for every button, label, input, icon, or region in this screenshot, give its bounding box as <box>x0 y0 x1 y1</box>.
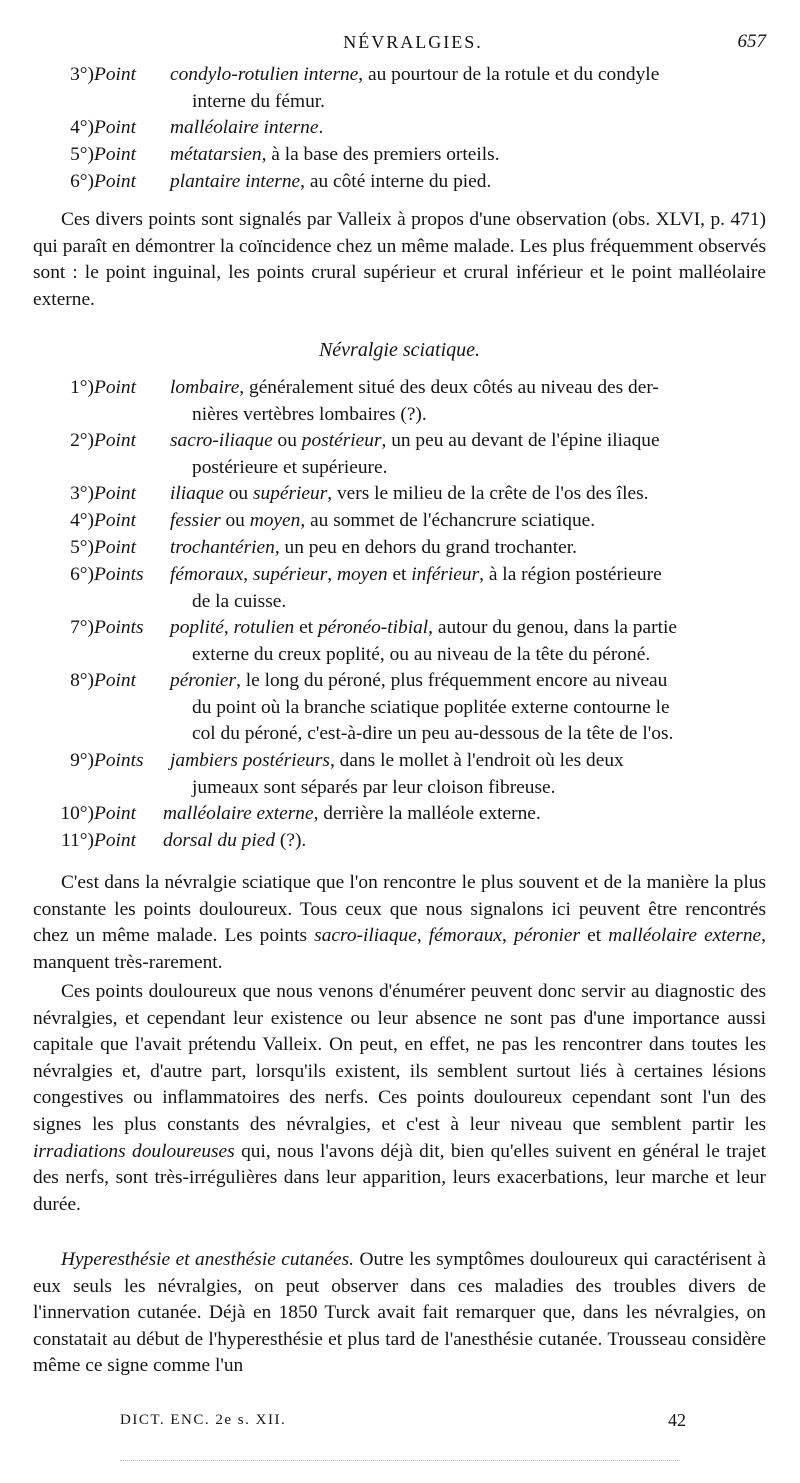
item-body <box>170 668 766 748</box>
item-term: fémoraux <box>170 564 244 585</box>
sheet-number: 42 <box>668 1410 686 1430</box>
list-item <box>50 508 766 535</box>
paragraph-sciatique <box>33 870 766 976</box>
para3-text: qui, nous l'avons déjà dit, bien qu'elles suivent en général le trajet des nerfs, sont très-irrégulières dans leur apparition, leurs exacerbations, leur marche et leur durée. <box>33 1140 766 1215</box>
item-term: inférieur <box>411 564 480 585</box>
list-item <box>50 748 766 801</box>
item-label: Point <box>94 377 137 398</box>
page-number: 657 <box>737 31 766 52</box>
item-term: lombaire <box>170 377 240 398</box>
para3-text: Ces points douloureux que nous venons d'énumérer peuvent donc servir au diagnostic des névralgies, et cependant leur existence ou leur absence ne sont pas d'une importance aussi capitale que l'avait prétendu Valleix. On peut, en effet, ne pas les rencontrer dans toutes les névralgies et, d'autre part, lorsqu'ils existent, ils semblent surtout liés à certaines lésions congestives ou inflammatoires des nerfs. Ces points douloureux cependant sont l'un des signes les plus constants des névralgies, et c'est à leur niveau que semblent partir les <box>33 981 766 1135</box>
item-label: Point <box>94 117 137 138</box>
para4-text: Outre les symptômes douloureux qui caractérisent à eux seuls les névralgies, on peut observer dans ces maladies des troubles divers de l'innervation cutanée. Déjà en 1850 Turck avait fait remarquer que, dans les névralgies, on constatait au début de l'hyperesthésie et plus tard de l'anesthésie cutanée. Trousseau considère même ce signe comme l'un <box>33 1249 766 1377</box>
item-body <box>170 115 766 142</box>
item-term: condylo-rotulien interne <box>170 64 359 85</box>
item-number: 6°) <box>70 171 94 192</box>
item-body <box>163 801 766 828</box>
para2-term: malléolaire externe <box>608 925 762 947</box>
list-item <box>50 801 766 828</box>
item-number: 8°) <box>70 670 94 691</box>
item-label: Points <box>94 617 144 638</box>
para4-term: Hyperesthésie et anesthésie cutanées. <box>61 1249 354 1270</box>
item-number: 5°) <box>70 144 94 165</box>
item-text: , le long du péroné, plus fréquemment encore au niveau <box>236 670 668 691</box>
signature-mark: DICT. ENC. 2e s. XII. <box>120 1412 287 1428</box>
item-text: col du péroné, c'est-à-dire un peu au-dessous de la tête de l'os. <box>192 723 674 745</box>
item-continuation <box>170 402 766 429</box>
item-text: . <box>318 117 324 138</box>
item-text: , au sommet de l'échancrure sciatique. <box>300 510 596 531</box>
item-continuation <box>170 695 766 722</box>
item-continuation <box>170 642 766 669</box>
item-text: , derrière la malléole externe. <box>313 803 541 824</box>
item-number: 11°) <box>61 830 94 851</box>
item-text: , vers le milieu de la crête de l'os des îles. <box>327 483 649 504</box>
item-term: poplité <box>170 617 224 638</box>
item-body <box>170 748 766 801</box>
item-term: trochantérien <box>170 537 275 558</box>
item-label: Point <box>94 510 137 531</box>
item-label: Point <box>94 537 137 558</box>
item-number: 4°) <box>70 510 94 531</box>
item-term: péronéo-tibial <box>317 617 429 638</box>
bleed-through-line <box>120 1460 680 1461</box>
item-number: 5°) <box>70 537 94 558</box>
item-number: 10°) <box>60 803 94 824</box>
item-label: Point <box>94 64 137 85</box>
item-term: sacro-iliaque <box>170 430 273 451</box>
item-text: postérieure et supérieure. <box>192 456 388 478</box>
item-continuation <box>170 775 766 802</box>
paragraph-diagnostic <box>33 979 766 1218</box>
para3-term: irradiations douloureuses <box>33 1140 235 1162</box>
item-text: nières vertèbres lombaires (?). <box>192 403 427 425</box>
running-head <box>60 28 766 56</box>
para2-text: et <box>580 925 609 947</box>
item-text: , un peu au devant de l'épine iliaque <box>381 430 660 451</box>
item-term: malléolaire interne <box>170 117 319 138</box>
item-continuation <box>170 721 766 748</box>
item-text: , dans le mollet à l'endroit où les deux <box>329 750 624 771</box>
item-number: 4°) <box>70 117 94 138</box>
item-text: et <box>387 564 412 585</box>
item-term: dorsal du pied <box>163 830 276 851</box>
paragraph-valleix <box>33 207 766 313</box>
running-title: NÉVRALGIES. <box>343 32 483 52</box>
item-label: Point <box>94 171 137 192</box>
item-label: Point <box>94 144 137 165</box>
item-label: Point <box>94 430 137 451</box>
item-body <box>170 62 766 115</box>
item-number: 6°) <box>70 564 94 585</box>
item-label: Points <box>94 564 144 585</box>
list-item <box>50 62 766 115</box>
item-number: 1°) <box>70 377 94 398</box>
list-item <box>50 562 766 615</box>
item-number: 9°) <box>70 750 94 771</box>
list-item <box>50 481 766 508</box>
item-text: , <box>327 564 337 585</box>
item-text: (?). <box>275 830 307 851</box>
item-text: , <box>243 564 253 585</box>
item-continuation <box>170 455 766 482</box>
item-term: supérieur <box>252 564 328 585</box>
item-label: Points <box>94 750 144 771</box>
item-number: 3°) <box>70 483 94 504</box>
item-text: externe du creux poplité, ou au niveau de la tête du péroné. <box>192 643 651 665</box>
item-text: de la cuisse. <box>192 590 287 612</box>
item-continuation: interne du fémur. <box>192 90 325 112</box>
item-body <box>170 615 766 668</box>
item-label: Point <box>94 670 137 691</box>
item-number: 7°) <box>70 617 94 638</box>
item-text: ou <box>220 510 250 531</box>
item-term: moyen <box>336 564 388 585</box>
item-body <box>170 508 766 535</box>
para2-term: péronier <box>514 925 581 947</box>
item-label: Point <box>94 483 137 504</box>
para2-term: sacro-iliaque <box>314 925 417 947</box>
item-term: fessier <box>170 510 221 531</box>
item-term: postérieur <box>301 430 382 451</box>
item-text: , un peu en dehors du grand trochanter. <box>274 537 577 558</box>
item-label: Point <box>94 803 137 824</box>
item-text: ou <box>272 430 302 451</box>
item-text: ou <box>223 483 253 504</box>
item-text: , à la région postérieure <box>479 564 662 585</box>
item-text: , généralement situé des deux côtés au niveau des der- <box>239 377 659 398</box>
item-text: jumeaux sont séparés par leur cloison fibreuse. <box>192 776 556 798</box>
item-text: , au pourtour de la rotule et du condyle <box>358 64 660 85</box>
item-text: , <box>223 617 234 638</box>
para2-text: , <box>502 925 514 947</box>
item-continuation <box>170 589 766 616</box>
item-body <box>170 535 766 562</box>
section-heading-sciatique: Névralgie sciatique. <box>318 339 481 361</box>
item-body <box>170 562 766 615</box>
list-item <box>50 142 766 169</box>
list-item <box>50 668 766 748</box>
item-label: Point <box>94 830 137 851</box>
list-item <box>50 375 766 428</box>
item-body <box>163 828 766 855</box>
item-text: , au côté interne du pied. <box>300 171 492 192</box>
item-body <box>170 142 766 169</box>
item-term: métatarsien <box>170 144 262 165</box>
list-item <box>50 615 766 668</box>
item-body <box>170 169 766 196</box>
item-text: et <box>294 617 318 638</box>
para2-text: C'est dans la névralgie sciatique que l'on rencontre le plus souvent et de la manière la plus constante les points douloureux. Tous ceux que nous signalons ici peuvent être rencontrés chez un même malade. Les points <box>33 872 766 947</box>
item-body <box>170 428 766 481</box>
list-item <box>50 828 766 855</box>
paragraph-valleix-text: Ces divers points sont signalés par Valleix à propos d'une observation (obs. XLVI, p. 471) qui paraît en démontrer la coïncidence chez un même malade. Les plus fréquemment observés sont : le point inguinal, les points crural supérieur et crural inférieur et le point malléolaire externe. <box>33 209 766 310</box>
item-term: plantaire interne <box>170 171 301 192</box>
item-body <box>170 481 766 508</box>
list-item <box>50 169 766 196</box>
item-term: iliaque <box>170 483 224 504</box>
item-term: moyen <box>249 510 301 531</box>
item-number: 3°) <box>70 64 94 85</box>
list-item <box>50 535 766 562</box>
item-text: , autour du genou, dans la partie <box>428 617 677 638</box>
item-term: malléolaire externe <box>163 803 314 824</box>
para2-text: , <box>416 925 429 947</box>
item-number: 2°) <box>70 430 94 451</box>
para2-text: , manquent très-rarement. <box>33 925 766 973</box>
item-text: , à la base des premiers orteils. <box>261 144 500 165</box>
list-item <box>50 115 766 142</box>
paragraph-hyperesthesie <box>33 1247 766 1380</box>
item-term: jambiers postérieurs <box>170 750 330 771</box>
item-term: supérieur <box>252 483 328 504</box>
list-item <box>50 428 766 481</box>
para2-term: fémoraux <box>428 925 503 947</box>
item-term: rotulien <box>233 617 295 638</box>
item-text: du point où la branche sciatique poplitée externe contourne le <box>192 696 670 718</box>
item-body <box>170 375 766 428</box>
item-term: péronier <box>170 670 237 691</box>
